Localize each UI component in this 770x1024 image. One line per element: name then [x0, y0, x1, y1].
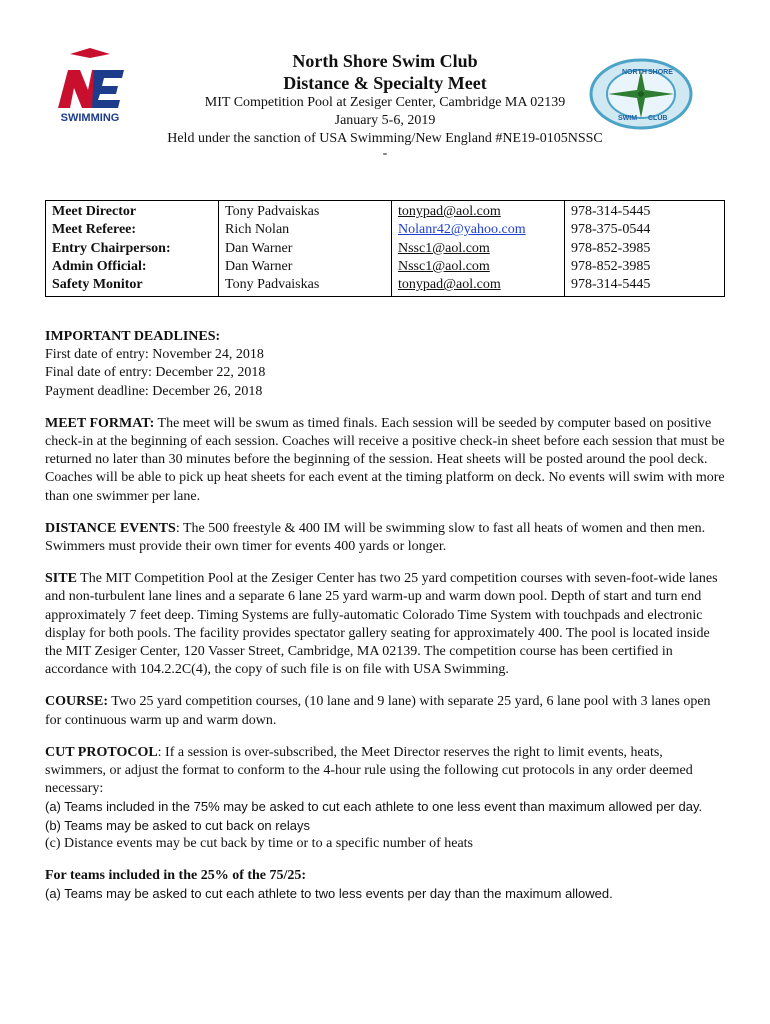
club-title: North Shore Swim Club [292, 51, 478, 71]
distance-events-section [45, 520, 725, 556]
meet-information [45, 328, 725, 917]
site-section [45, 570, 725, 679]
meet-format-text: The meet will be swum as timed finals. Each session will be seeded by computer based on positive check-in at the beginning of each session. Coaches will receive a positive check-in sheet before each session that must be returned no later than 30 minutes before the beginning of the session. Heat sheets will be posted around the pool deck. Coaches will be able to pick up heat sheets for each event at the timing platform on deck. No events will swim with more than one swimmer per lane. [45, 415, 725, 504]
svg-text:SHORE: SHORE [648, 69, 673, 76]
cut-protocol-item-a: (a) Teams included in the 75% may be asked to cut each athlete to one less event than maximum allowed per day. [45, 799, 703, 815]
dates-line: January 5-6, 2019 [334, 113, 436, 128]
email-link[interactable]: Nssc1@aol.com [398, 258, 490, 274]
deadlines-section [45, 328, 725, 401]
course-text: Two 25 yard competition courses, (10 lane and 9 lane) with separate 25 yard, 6 lane pool with 3 lanes open for continuous warm up and warm down. [45, 694, 711, 728]
site-label: SITE [45, 571, 77, 587]
payment-deadline: Payment deadline: December 26, 2018 [45, 383, 263, 399]
person-name: Dan Warner [225, 258, 293, 274]
email-link[interactable]: Nssc1@aol.com [398, 240, 490, 256]
site-text: The MIT Competition Pool at the Zesiger Center has two 25 yard competition courses with seven-foot-wide lanes and non-turbulent lane lines and a separate 6 lane 25 yard warm-up and warm down pool. Depth of start and turn end approximately 7 feet deep. Timing Systems are fully-automatic Colorado Time System with touchpads and electronic display for both pools. The facility provides spectator gallery seating for approximately 400. The pool is located inside the MIT Zesiger Center, 120 Vasser Street, Cambridge, MA 02139. The competition course has been certified in accordance with 104.2.2C(4), the copy of such file is on file with USA Swimming. [45, 571, 718, 678]
role-label: Meet Director [52, 204, 137, 219]
course-section [45, 693, 725, 729]
table-row [46, 201, 725, 297]
first-entry-date: First date of entry: November 24, 2018 [45, 347, 264, 363]
phone-number: 978-852-3985 [571, 258, 651, 274]
phone-number: 978-852-3985 [571, 240, 651, 256]
svg-text:CLUB: CLUB [648, 115, 668, 122]
emails-cell [392, 201, 565, 297]
teams-25-heading: For teams included in the 25% of the 75/25: [45, 868, 307, 884]
cut-protocol-item-b: (b) Teams may be asked to cut back on relays [45, 817, 310, 833]
svg-text:SWIMMING: SWIMMING [60, 112, 120, 124]
person-name: Dan Warner [225, 240, 293, 256]
person-name: Tony Padvaiskas [225, 277, 320, 293]
person-name: Tony Padvaiskas [225, 204, 320, 219]
meet-title: Distance & Specialty Meet [283, 73, 487, 93]
phone-number: 978-375-0544 [571, 222, 651, 238]
distance-events-label: DISTANCE EVENTS [45, 520, 176, 536]
role-label: Entry Chairperson: [52, 240, 171, 256]
role-label: Safety Monitor [52, 277, 143, 293]
final-entry-date: Final date of entry: December 22, 2018 [45, 365, 266, 381]
role-label: Admin Official: [52, 258, 147, 274]
meet-format-label: MEET FORMAT: [45, 415, 155, 431]
email-link[interactable]: tonypad@aol.com [398, 204, 501, 219]
role-label: Meet Referee: [52, 222, 137, 238]
cut-protocol-text: : If a session is over-subscribed, the Meet Director reserves the right to limit events, heats, swimmers, or adjust the format to conform to the 4-hour rule using the following cut protocols in any order deemed necessary: [45, 744, 693, 797]
person-name: Rich Nolan [225, 222, 290, 238]
svg-text:NORTH: NORTH [622, 69, 647, 76]
meet-header [40, 50, 730, 160]
names-cell [219, 201, 392, 297]
teams-25-item-a: (a) Teams may be asked to cut each athlete to two less events per day than the maximum allowed. [45, 886, 613, 902]
sanction-line: Held under the sanction of USA Swimming/New England #NE19-0105NSSC [167, 131, 603, 146]
roles-cell [46, 201, 219, 297]
separator-dash: - [382, 146, 388, 161]
cut-protocol-section [45, 744, 725, 853]
meet-format-section [45, 415, 725, 506]
course-label: COURSE: [45, 694, 109, 710]
deadlines-heading: IMPORTANT DEADLINES: [45, 329, 221, 344]
meet-staff-table [45, 200, 725, 297]
phone-number: 978-314-5445 [571, 277, 651, 293]
phones-cell [565, 201, 725, 297]
teams-25-section [45, 867, 725, 903]
svg-text:SWIM: SWIM [618, 115, 638, 122]
phone-number: 978-314-5445 [571, 204, 651, 219]
email-link[interactable]: tonypad@aol.com [398, 277, 501, 293]
cut-protocol-item-c: (c) Distance events may be cut back by time or to a specific number of heats [45, 835, 474, 851]
cut-protocol-label: CUT PROTOCOL [45, 744, 158, 760]
email-link[interactable]: Nolanr42@yahoo.com [398, 222, 526, 238]
distance-events-text: : The 500 freestyle & 400 IM will be swimming slow to fast all heats of women and then men. Swimmers must provide their own timer for events 400 yards or longer. [45, 520, 706, 555]
venue-line: MIT Competition Pool at Zesiger Center, Cambridge MA 02139 [204, 95, 566, 110]
